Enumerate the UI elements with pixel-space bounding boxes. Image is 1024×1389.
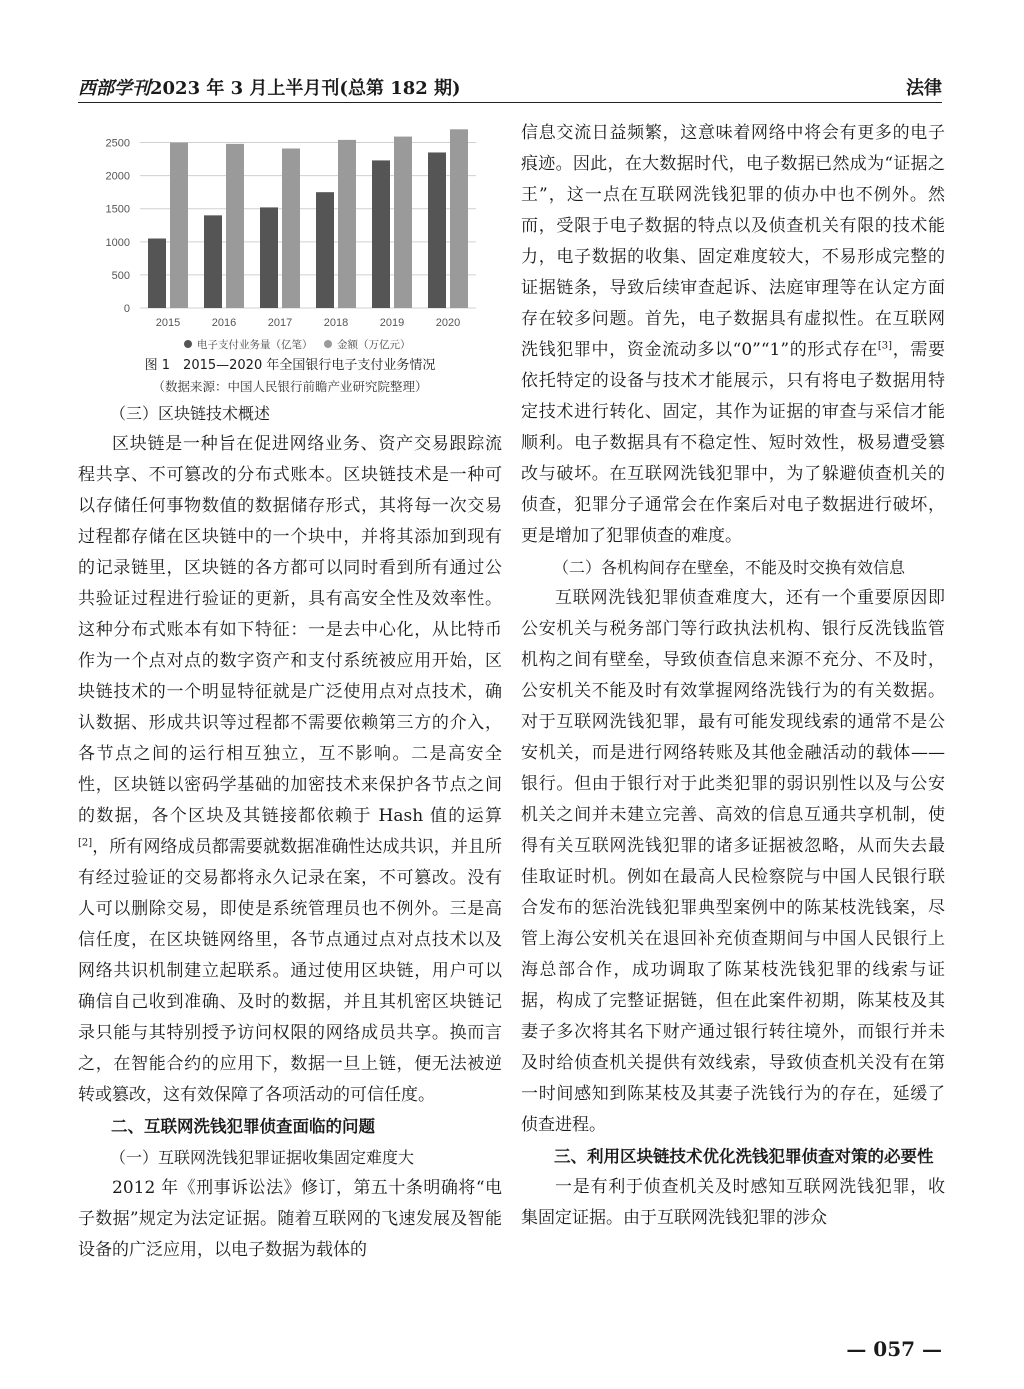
left-column (78, 118, 502, 1266)
paragraph-blockchain: 区块链是一种旨在促进网络业务、资产交易跟踪流程共享、不可篡改的分布式账本。区块链技术是一种可以存储任何事物数值的数据储存形式，其将每一次交易过程都存储在区块链中的一个块中，并将其添加到现有的记录链里，区块链的各方都可以同时看到所有通过公共验证过程进行验证的更新，具有高安全性及效率性。这种分布式账本有如下特征：一是去中心化，从比特币作为一个点对点的数字资产和支付系统被应用开始，区块链技术的一个明显特征就是广泛使用点对点技术，确认数据、形成共识等过程都不需要依赖第三方的介入，各节点之间的运行相互独立，互不影响。二是高安全性，区块链以密码学基础的加密技术来保护各节点之间的数据，各个区块及其链接都依赖于 Hash 值的运算[2]，所有网络成员都需要就数据准确性达成共识，并且所有经过验证的交易都将永久记录在案，不可篡改。没有人可以删除交易，即使是系统管理员也不例外。三是高信任度，在区块链网络里，各节点通过点对点技术以及网络共识机制建立起联系。通过使用区块链，用户可以确信自己收到准确、及时的数据，并且其机密区块链记录只能与其特别授予访问权限的网络成员共享。换而言之，在智能合约的应用下，数据一旦上链，便无法被逆转或篡改，这有效保障了各项活动的可信任度。 (78, 434, 502, 1105)
bar-volume-2018 (316, 192, 334, 308)
x-tick-label: 2020 (435, 317, 461, 329)
bar-chart (78, 118, 502, 350)
bar-amount-2017 (282, 149, 300, 308)
bar-amount-2020 (450, 129, 468, 308)
paragraph-evidence-start: 2012 年《刑事诉讼法》修订，第五十条明确将“电子数据”规定为法定证据。随着互联网的飞速发展及智能设备的广泛应用，以电子数据为载体的 (78, 1178, 502, 1260)
subsection-heading-evidence: （一）互联网洗钱犯罪证据收集固定难度大 (110, 1148, 415, 1167)
y-tick-label: 1500 (105, 203, 130, 216)
citation-ref[interactable]: [2] (78, 837, 93, 849)
figure-chart (78, 118, 502, 350)
bar-amount-2018 (338, 140, 356, 308)
y-tick-label: 0 (123, 303, 130, 315)
bar-amount-2019 (394, 137, 412, 308)
x-tick-label: 2015 (155, 317, 181, 329)
x-tick-label: 2019 (379, 317, 405, 329)
bar-amount-2016 (226, 144, 244, 308)
section-name: 法律 (906, 78, 942, 99)
running-header (78, 70, 942, 100)
legend-label: 电子支付业务量（亿笔） (197, 339, 313, 350)
bar-volume-2020 (428, 152, 446, 308)
bar-amount-2015 (170, 143, 188, 308)
x-tick-label: 2018 (323, 317, 349, 329)
paragraph-necessity: 一是有利于侦查机关及时感知互联网洗钱犯罪，收集固定证据。由于互联网洗钱犯罪的涉众 (521, 1177, 945, 1228)
y-tick-label: 1000 (105, 236, 130, 249)
journal-issue (78, 74, 461, 100)
section-heading-necessity: 三、利用区块链技术优化洗钱犯罪侦查对策的必要性 (554, 1147, 934, 1166)
issue-info: 2023 年 3 月上半月刊(总第 182 期) (150, 78, 461, 99)
y-tick-label: 2500 (105, 137, 130, 150)
legend-marker (324, 340, 332, 348)
x-tick-label: 2016 (211, 317, 237, 329)
legend-marker (184, 340, 192, 348)
y-tick-label: 2000 (105, 170, 130, 183)
bar-volume-2016 (204, 215, 222, 308)
figure-caption: 图 1 2015—2020 年全国银行电子支付业务情况 (144, 358, 436, 373)
paragraph-barriers: 互联网洗钱犯罪侦查难度大，还有一个重要原因即公安机关与税务部门等行政执法机构、银行反洗钱监管机构之间有壁垒，导致侦查信息来源不充分、不及时，公安机关不能及时有效掌握网络洗钱行为的有关数据。对于互联网洗钱犯罪，最有可能发现线索的通常不是公安机关，而是进行网络转账及其他金融活动的载体——银行。但由于银行对于此类犯罪的弱识别性以及与公安机关之间并未建立完善、高效的信息互通共享机制，使得有关互联网洗钱犯罪的诸多证据被忽略，从而失去最佳取证时机。例如在最高人民检察院与中国人民银行联合发布的惩治洗钱犯罪典型案例中的陈某枝洗钱案，尽管上海公安机关在退回补充侦查期间与中国人民银行上海总部合作，成功调取了陈某枝洗钱犯罪的线索与证据，构成了完整证据链，但在此案件初期，陈某枝及其妻子多次将其名下财产通过银行转往境外，而银行并未及时给侦查机关提供有效线索，导致侦查机关没有在第一时间感知到陈某枝及其妻子洗钱行为的存在，延缓了侦查进程。 (521, 588, 945, 1135)
paragraph-evidence-cont: 信息交流日益频繁，这意味着网络中将会有更多的电子痕迹。因此，在大数据时代，电子数据已然成为“证据之王”，这一点在互联网洗钱犯罪的侦办中也不例外。然而，受限于电子数据的特点以及侦查机关有限的技术能力，电子数据的收集、固定难度较大，不易形成完整的证据链条，导致后续审查起诉、法庭审理等在认定方面存在较多问题。首先，电子数据具有虚拟性。在互联网洗钱犯罪中，资金流动多以“0”“1”的形式存在[3]，需要依托特定的设备与技术才能展示，只有将电子数据用特定技术进行转化、固定，其作为证据的审查与采信才能顺利。电子数据具有不稳定性、短时效性，极易遭受篡改与破坏。在互联网洗钱犯罪中，为了躲避侦查机关的侦查，犯罪分子通常会在作案后对电子数据进行破坏，更是增加了犯罪侦查的难度。 (521, 123, 945, 546)
figure-source: （数据来源：中国人民银行前瞻产业研究院整理） (152, 379, 428, 394)
section-heading-blockchain: （三）区块链技术概述 (110, 404, 271, 423)
header-rule (78, 102, 942, 103)
bar-volume-2019 (372, 160, 390, 308)
x-tick-label: 2017 (267, 317, 293, 329)
legend-label: 金额（万亿元） (337, 339, 411, 350)
citation-ref[interactable]: [3] (877, 340, 893, 352)
bar-volume-2015 (148, 239, 166, 308)
journal-title: 西部学刊 (78, 78, 150, 99)
page-number: — 057 — (846, 1337, 942, 1361)
y-tick-label: 500 (111, 269, 130, 282)
bar-volume-2017 (260, 207, 278, 308)
right-column (521, 118, 945, 1234)
section-heading-problems: 二、互联网洗钱犯罪侦查面临的问题 (111, 1117, 375, 1136)
subsection-heading-barriers: （二）各机构间存在壁垒，不能及时交换有效信息 (553, 558, 906, 577)
